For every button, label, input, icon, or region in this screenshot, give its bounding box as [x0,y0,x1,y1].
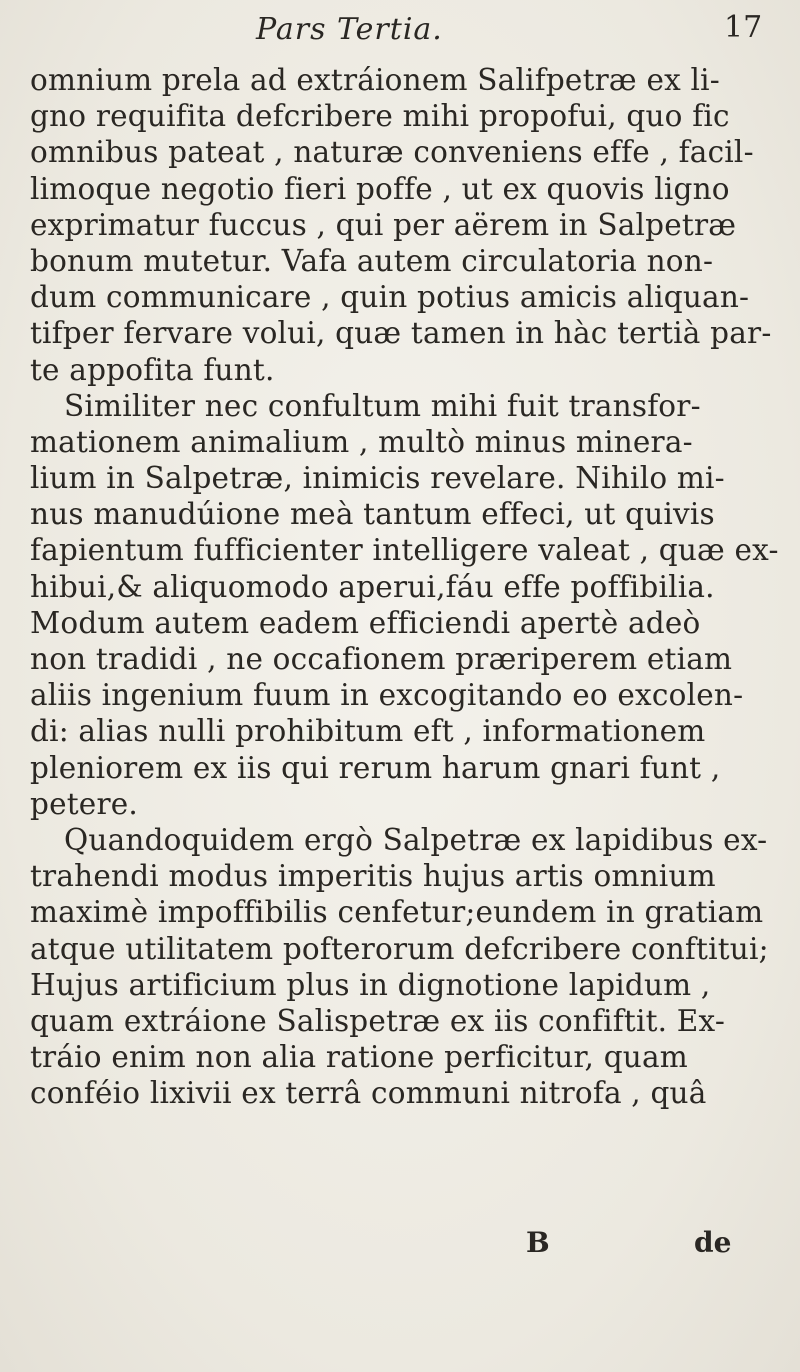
text-line: tifper fervare volui, quæ tamen in hàc tertià par- [30,316,772,351]
text-line: fapientum fufficienter intelligere valeat , quæ ex- [30,533,779,568]
text-line: mationem animalium , multò minus minera- [30,424,693,459]
signature-mark: B [526,1226,550,1259]
text-line: Hujus artificium plus in dignotione lapidum , [30,967,711,1002]
text-line: hibui,& aliquomodo aperui,fáu effe poffibilia. [30,569,715,604]
text-line: aliis ingenium fuum in excogitando eo excolen- [30,678,744,713]
text-line: atque utilitatem pofterorum defcribere conftitui; [30,931,769,966]
text-line: Similiter nec confultum mihi fuit transfor- [64,388,701,423]
page-header [0,8,800,52]
text-line: non tradidi , ne occafionem præriperem etiam [30,642,733,676]
text-line: exprimatur fuccus , qui per aërem in Salpetræ [30,207,737,242]
text-line: Modum autem eadem efficiendi apertè adeò [30,605,701,640]
text-line: omnium prela ad extráionem Salifpetræ ex li- [30,63,720,97]
text-line: omnibus pateat , naturæ conveniens effe , facil- [30,135,754,170]
text-line: pleniorem ex iis qui rerum harum gnari funt , [30,750,721,785]
running-head: Pars Tertia. [256,12,443,47]
text-line: trahendi modus imperitis hujus artis omnium [30,859,716,894]
text-line: petere. [30,786,138,821]
text-line: dum communicare , quin potius amicis aliquan- [30,280,750,315]
text-line: di: alias nulli prohibitum eft , informationem [30,714,706,749]
text-line: limoque negotio fieri poffe , ut ex quovis ligno [30,171,730,206]
text-line: quam extráione Salispetræ ex iis confiftit. Ex- [30,1003,726,1038]
body-text [30,62,790,1111]
text-line: gno requifita defcribere mihi propofui, quo fic [30,99,730,134]
page-footer [0,1226,800,1266]
text-line: tráio enim non alia ratione perficitur, quam [30,1040,688,1075]
text-line: Quandoquidem ergò Salpetræ ex lapidibus ex- [64,822,768,857]
text-line: bonum mutetur. Vafa autem circulatoria non- [30,243,714,278]
text-line: maximè impoffibilis cenfetur;eundem in gratiam [30,895,764,930]
catchword: de [694,1226,732,1259]
text-line: conféio lixivii ex terrâ communi nitrofa , quâ [30,1076,707,1111]
text-line: te appofita funt. [30,352,275,387]
page-number: 17 [724,10,763,45]
text-line: lium in Salpetræ, inimicis revelare. Nihilo mi- [30,461,725,496]
text-line: nus manudúione meà tantum effeci, ut quivis [30,497,715,532]
